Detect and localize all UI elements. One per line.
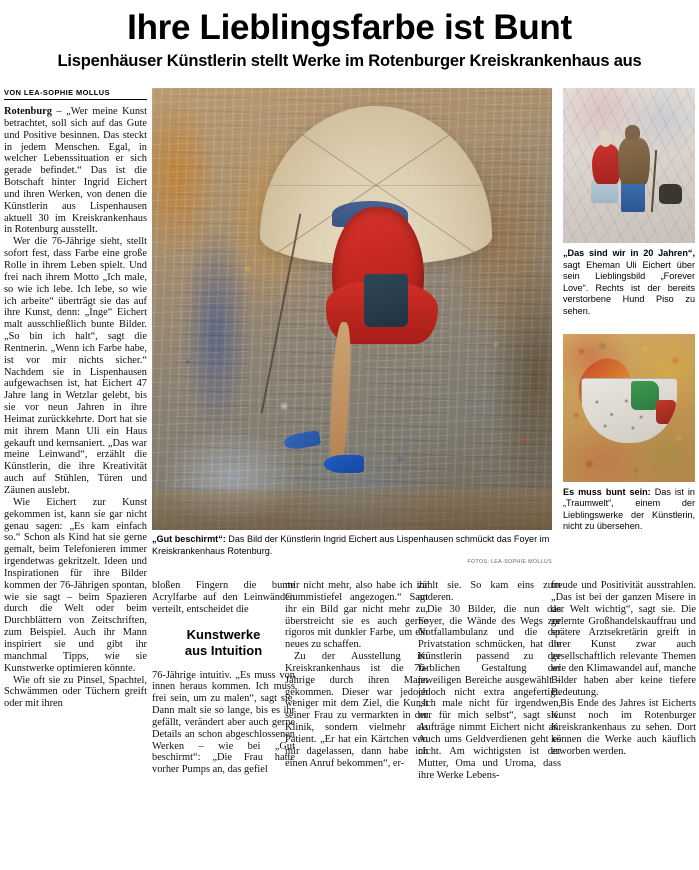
paragraph: Bis Ende des Jahres ist Eicherts Kunst noch im Rotenburger Kreiskrankenhaus zu sehen. Dort können die Werke auch käuflich erworben werden.	[551, 698, 696, 757]
main-photo-gut-beschirmt	[152, 88, 552, 530]
page-title: Ihre Lieblingsfarbe ist Bunt	[127, 8, 572, 47]
subheading-line-2: aus Intuition	[184, 642, 263, 658]
dog-piso	[659, 184, 681, 204]
painting-ground	[152, 490, 552, 530]
paragraph: Zu der Ausstellung im Kreiskrankenhaus ist die 76-Jährige durch ihren Mann gekommen. Dieser war jedoch weniger mit dem Ziel, die Kunst seiner Frau zu vermarkten in der Klinik, sondern vielmehr als Patient. „Er hat ein Kärtchen von mir dagelassen, dann habe ich einen Anruf bekommen“, er-	[285, 651, 428, 769]
figure-bag	[364, 274, 408, 327]
paragraph: 76-Jährige intuitiv. „Es muss von innen heraus kommen. Ich muss frei sein, um zu malen“, sagt sie. Dann malt sie so lange, bis es ihr gefällt, verändert aber auch gerne Details an schon abgeschlossenen Werken – wie bei „Gut beschirmt“: „Die Frau hatte vorher Pumps an, das gefiel	[152, 669, 295, 776]
dateline: Rotenburg	[4, 106, 52, 117]
masthead	[0, 0, 699, 72]
paragraph: Die 30 Bilder, die nun das Foyer, die Wände des Wegs zur Notfallambulanz und die der Privatstation schmücken, hat die Künstlerin passend zu der farblichen Gestaltung der jeweiligen Bereiche ausgewählt – jedoch nicht extra angefertigt. „Ich male nicht für irgendwen, nur für mich selbst“, sagt sie. Aufträge nimmt Eichert nicht an. Auch ums Geldverdienen geht es nicht. Am wichtigsten ist der Mutter, Oma und Uroma, dass ihre Werke Lebens-	[418, 603, 561, 781]
main-photo-container	[152, 88, 552, 530]
column-4	[418, 580, 561, 781]
rail-photo1-caption	[563, 248, 695, 318]
paragraph: mir nicht mehr, also habe ich ihr Gummistiefel angezogen.“ Sagt ihr ein Bild gar nicht mehr zu, überstreicht sie es auch gerne rigoros mit dunkler Farbe, um ein neues zu schaffen.	[285, 580, 428, 651]
woman-red-coat	[592, 144, 621, 184]
column-5	[551, 580, 696, 758]
paragraph: bloßen Fingern die bunte Acrylfarbe auf den Leinwänden verteilt, entscheidet die	[152, 580, 295, 615]
traumwelt-village-bowl	[581, 378, 676, 443]
article-body	[0, 88, 699, 782]
paragraph: freude und Positivität ausstrahlen. „Das ist bei der ganzen Misere in der Welt wichtig“, sagt sie. Die gelernte Großhandelskauffrau und spätere Arztsekretärin greift in ihrer Kunst zwar auch gesellschaftlich relevante Themen wie den Klimawandel auf, manche Bilder haben aber keine tiefere Bedeutung.	[551, 580, 696, 698]
paragraph: zählt sie. So kam eins zum anderen.	[418, 580, 561, 603]
rail-photo-traumwelt	[563, 334, 695, 482]
paragraph-text: – „Wer meine Kunst betrachtet, soll sich auf das Gute und Positive besinnen. Das steckt in jedem Menschen. Egal, in welcher Lebenssituation er sich gerade befindet.“ Das ist die Botschaft hinter Ingrid Eichert und ihren Werken, von denen die Künstlerin aus Lispenhausen aktuell 30 im Kreiskrankenhaus in Rotenburg ausstellt.	[4, 106, 147, 236]
rail-photo2-caption	[563, 487, 695, 533]
man-head	[625, 125, 640, 141]
caption-lead: Es muss bunt sein:	[563, 486, 651, 497]
caption-text: sagt Eheman Uli Eichert über sein Lieblingsbild „Forever Love“. Rechts ist der bereits verstorbene Hund Piso zu sehen.	[563, 259, 695, 316]
column-3	[285, 580, 428, 770]
main-photo-caption	[152, 534, 552, 565]
caption-lead: „Das sind wir in 20 Jahren“,	[563, 248, 695, 258]
column-2	[152, 580, 295, 776]
paragraph	[4, 106, 147, 236]
rail-spacer	[563, 318, 695, 334]
photo-credit: FOTOS: LEA-SOPHIE MOLLUS	[467, 559, 552, 566]
paragraph: Wie oft sie zu Pinsel, Spachtel, Schwämmen oder Tüchern greift oder mit ihren	[4, 674, 147, 710]
rail-photo-forever-love	[563, 88, 695, 243]
woman-head	[599, 130, 612, 147]
subheading-line-1: Kunstwerke	[186, 626, 261, 642]
traumwelt-red-roof	[656, 400, 677, 423]
section-subheading	[152, 627, 295, 659]
caption-lead: „Gut beschirmt“:	[152, 534, 226, 544]
byline: VON LEA-SOPHIE MOLLUS	[4, 88, 147, 100]
figure-blue-shoe	[324, 455, 364, 474]
lower-text-grid	[0, 580, 699, 870]
right-rail	[563, 88, 695, 533]
page-subtitle: Lispenhäuser Künstlerin stellt Werke im Rotenburger Kreiskrankenhaus aus	[57, 52, 642, 70]
paragraph: Wie Eichert zur Kunst gekommen ist, kann sie gar nicht genau sagen: „Es kam einfach so.“ Schon als Kind hat sie gerne gemalt, beim Telefonieren immer irgendetwas gekritzelt. Ideen und Inspirationen für ihre Bilder kommen der 76-Jährigen spontan, wie sie sagt – beim Spazieren durch die Welt oder beim Durchblättern von Zeitschriften, zum Beispiel. Auch ihr Mann inspiriert sie und gibt ihr manchmal Tipps, wie sie Kunstwerke optimieren könnte.	[4, 496, 147, 674]
caption-text: Das ist in „Traumwelt“, einem der Lieblingswerke der Künstlerin, nicht zu übersehen.	[563, 486, 695, 532]
man-brown-coat	[618, 138, 650, 185]
caption-text: Das Bild der Künstlerin Ingrid Eichert aus Lispenhausen schmückt das Foyer im Kreiskrankenhaus Rotenburg.	[152, 534, 550, 556]
paragraph: Wer die 76-Jährige sieht, stellt sofort fest, dass Farbe eine große Rolle in ihrem Leben spielt. Und frei nach ihrem Motto „Ich male, so wie ich lebe. Ich lebe, so wie ich arbeite“ überträgt sie das auf ihre Kunst, denn: „Inge“ Eichert malt ausschließlich bunte Bilder. „So bin ich halt“, sagt die Rentnerin. „Wenn ich Farbe habe, ist vor mir nichts sicher.“ Nachdem sie in Lispenhausen aufgewachsen ist, hat Eichert 47 Jahre lang in Wetzlar gelebt, bis sie vor neun Jahren in ihre Heimat zurückkehrte. Dort hat sie mit ihrem Mann Uli ein Haus gekauft und kernsaniert. „Das war meine Leinwand“, erzählt die Künstlerin, die ihre Kreativität auch auf Stühlen, Türen und Zäunen auslebt.	[4, 236, 147, 496]
